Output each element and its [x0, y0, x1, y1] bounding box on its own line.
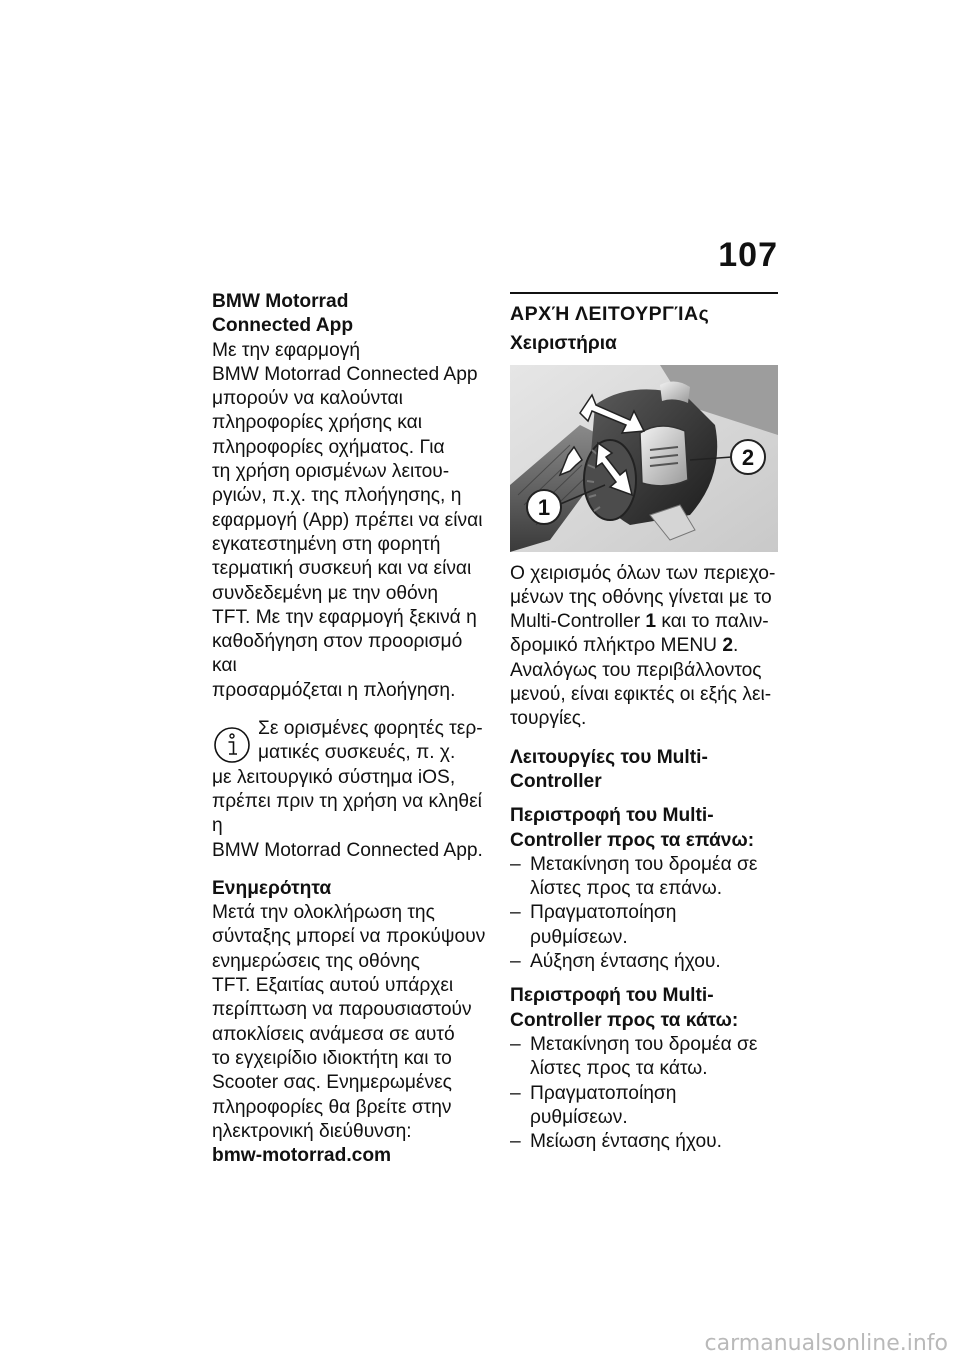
app-text-line: εγκατεστημένη στη φορητή [212, 533, 441, 555]
dash: – [510, 902, 521, 924]
handlebar-controls-image [510, 365, 778, 552]
controls-text-segment: δρομικό πλήκτρο MENU [510, 635, 723, 657]
list-item-text: Πραγματοποίηση ρυθμίσεων. [530, 902, 677, 948]
list-item-text: Αύξηση έντασης ήχου. [530, 951, 721, 973]
app-text-line: TFT. Με την εφαρμογή ξεκινά η [212, 606, 477, 628]
info-note [212, 717, 492, 863]
update-text-line: ηλεκτρονική διεύθυνση: [212, 1120, 412, 1142]
section-title: ΑΡΧΉ ΛΕΙΤΟΥΡΓΊΑς [510, 303, 710, 325]
list-item-text: λίστες προς τα κάτω. [530, 1058, 708, 1080]
list-item-text: λίστες προς τα επάνω. [530, 878, 723, 900]
up-heading-line-2: Controller προς τα επάνω: [510, 829, 755, 851]
controls-figure [510, 365, 778, 552]
list-item-text: Μετακίνηση του δρομέα σε [530, 853, 758, 875]
list-item [510, 1033, 778, 1082]
app-text-line: συνδεδεμένη με την οθόνη [212, 582, 438, 604]
app-heading-line-2: Connected App [212, 315, 354, 337]
controls-text-segment: Multi-Controller [510, 611, 646, 633]
right-column [510, 290, 778, 1154]
note-text-line: ματικές συσκευές, π. χ. [258, 742, 456, 764]
controls-text-line: Ο χειρισμός όλων των περιεχο- [510, 562, 776, 584]
functions-heading-line-1: Λειτουργίες του Multi- [510, 746, 708, 768]
app-heading-line-1: BMW Motorrad [212, 291, 349, 312]
dash: – [510, 853, 521, 875]
list-item [510, 853, 778, 902]
watermark: carmanualsonline.info [704, 1331, 948, 1356]
update-text-line: TFT. Εξαιτίας αυτού υπάρχει [212, 975, 454, 997]
app-text-line: τερματική συσκευή και να είναι [212, 558, 472, 580]
note-text-line: BMW Motorrad Connected App. [212, 839, 483, 861]
section-rule [510, 292, 778, 294]
update-text-line: περίπτωση να παρουσιαστούν [212, 999, 472, 1021]
update-text [212, 901, 492, 1144]
controls-ref-2: 2 [722, 635, 734, 657]
app-text-line: πληροφορίες χρήσης και [212, 412, 422, 434]
controls-text-line: μενού, είναι εφικτές οι εξής λει- [510, 684, 772, 706]
note-text-line: πρέπει πριν τη χρήση να κληθεί η [212, 790, 482, 837]
functions-heading-line-2: Controller [510, 770, 602, 792]
controls-text-line: τουργίες. [510, 708, 587, 730]
controls-text-line [510, 634, 778, 658]
list-item [510, 1130, 778, 1154]
update-text-line: πληροφορίες θα βρείτε στην [212, 1096, 452, 1118]
controls-text-line [510, 610, 778, 634]
update-text-line: σύνταξης μπορεί να προκύψουν [212, 926, 486, 948]
note-text-line: με λειτουργικό σύστημα iOS, [212, 766, 456, 788]
list-item [510, 1082, 778, 1131]
up-list [510, 853, 778, 974]
app-text-line: πληροφορίες οχήματος. Για [212, 436, 445, 458]
controls-heading: Χειριστήρια [510, 333, 617, 355]
app-text-line: Με την εφαρμογή [212, 339, 361, 361]
app-text-line: καθοδήγηση στον προορισμό και [212, 631, 463, 677]
down-heading-line-2: Controller προς τα κάτω: [510, 1009, 739, 1031]
up-heading-line-1: Περιστροφή του Multi- [510, 805, 714, 827]
info-icon [212, 725, 252, 765]
controls-text-segment: . [733, 635, 739, 657]
list-item-text: Μετακίνηση του δρομέα σε [530, 1033, 758, 1055]
controls-ref-1: 1 [645, 611, 657, 633]
app-text-line: εφαρμογή (App) πρέπει να είναι [212, 509, 483, 531]
app-text [212, 339, 492, 703]
dash: – [510, 1131, 521, 1153]
controls-text-segment: και το παλιν- [656, 611, 769, 633]
app-text-line: τη χρήση ορισμένων λειτου- [212, 461, 450, 483]
dash: – [510, 951, 521, 973]
app-text-line: μπορούν να καλούνται [212, 388, 403, 410]
url-link[interactable]: bmw-motorrad.com [212, 1145, 392, 1167]
app-text-line: ργιών, π.χ. της πλοήγησης, η [212, 485, 462, 507]
update-text-line: ενημερώσεις της οθόνης [212, 950, 420, 972]
dash: – [510, 1033, 521, 1055]
down-heading-line-1: Περιστροφή του Multi- [510, 985, 714, 1007]
update-text-line: Scooter σας. Ενημερωμένες [212, 1072, 452, 1094]
left-column [212, 290, 492, 1168]
list-item [510, 901, 778, 950]
note-text-line: Σε ορισμένες φορητές τερ- [258, 718, 483, 740]
app-text-line: BMW Motorrad Connected App [212, 363, 478, 385]
update-text-line: αποκλίσεις ανάμεσα σε αυτό [212, 1023, 455, 1045]
callout-2: 2 [741, 444, 755, 470]
update-heading: Ενημερότητα [212, 877, 332, 899]
list-item-text: Μείωση έντασης ήχου. [530, 1131, 722, 1153]
update-text-line: το εγχειρίδιο ιδιοκτήτη και το [212, 1047, 452, 1069]
controls-text-line: Αναλόγως του περιβάλλοντος [510, 659, 762, 681]
callout-1: 1 [537, 494, 551, 520]
app-text-line: προσαρμόζεται η πλοήγηση. [212, 679, 456, 701]
list-item [510, 950, 778, 974]
update-text-line: Μετά την ολοκλήρωση της [212, 902, 435, 924]
dash: – [510, 1082, 521, 1104]
page-number: 107 [718, 236, 778, 274]
list-item-text: Πραγματοποίηση ρυθμίσεων. [530, 1082, 677, 1128]
down-list [510, 1033, 778, 1154]
controls-text-line: μένων της οθόνης γίνεται με το [510, 586, 772, 608]
